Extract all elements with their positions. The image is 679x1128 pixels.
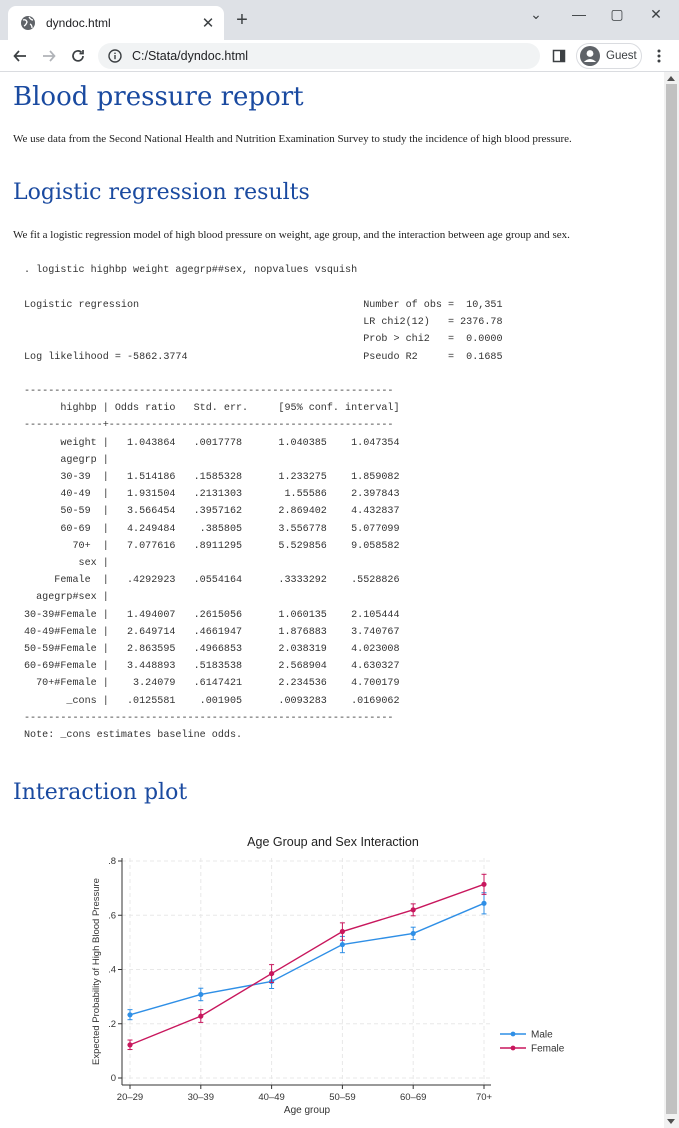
tab-dyndoc[interactable] (8, 6, 224, 40)
x-tick-label: 50–59 (329, 1092, 356, 1103)
legend-label-male: Male (531, 1029, 553, 1041)
minimize-button[interactable]: — (572, 6, 586, 22)
scroll-up-arrow-icon[interactable] (667, 76, 675, 81)
legend-marker-male (511, 1032, 516, 1037)
vertical-scrollbar[interactable] (664, 72, 679, 1128)
data-point-male (340, 942, 345, 947)
section-heading-regression: Logistic regression results (13, 180, 310, 205)
data-point-female (411, 907, 416, 912)
interaction-plot (74, 826, 592, 1126)
x-tick-label: 60–69 (399, 1092, 427, 1103)
back-button[interactable] (9, 45, 31, 67)
y-tick-label: .2 (108, 1018, 116, 1030)
legend-label-female: Female (531, 1043, 565, 1055)
more-vertical-icon (656, 48, 662, 64)
forward-arrow-icon (42, 49, 56, 63)
x-tick-label: 20–29 (116, 1092, 144, 1103)
globe-icon (20, 15, 36, 31)
tab-close-icon[interactable]: ✕ (201, 15, 215, 32)
data-point-male (127, 1012, 132, 1017)
legend-marker-female (511, 1046, 516, 1051)
close-window-button[interactable]: ✕ (650, 6, 662, 22)
reload-button[interactable] (67, 45, 89, 67)
browser-toolbar (0, 40, 679, 72)
section-heading-plot: Interaction plot (13, 780, 188, 805)
data-point-female (340, 929, 345, 934)
reload-icon (71, 49, 85, 63)
y-tick-label: .4 (108, 964, 116, 976)
data-point-female (127, 1042, 132, 1047)
tab-strip (0, 0, 679, 40)
side-panel-button[interactable] (548, 45, 570, 67)
x-tick-label: 30–39 (187, 1092, 215, 1103)
data-point-female (481, 882, 486, 887)
x-tick-label: 70+ (475, 1092, 493, 1103)
data-point-female (269, 971, 274, 976)
data-point-male (481, 901, 486, 906)
x-tick-label: 40–49 (258, 1092, 285, 1103)
tab-search-chevron-icon[interactable]: ⌄ (530, 6, 542, 22)
y-tick-label: 0 (110, 1073, 116, 1084)
x-axis-title: Age group (283, 1105, 331, 1116)
new-tab-button[interactable]: + (236, 9, 248, 31)
data-point-male (411, 931, 416, 936)
url-text: C:/Stata/dyndoc.html (132, 49, 249, 63)
side-panel-icon (552, 49, 566, 63)
data-point-male (198, 992, 203, 997)
profile-button[interactable] (576, 43, 642, 69)
back-arrow-icon (13, 49, 27, 63)
y-axis-title: Expected Probability of High Blood Pressure (91, 878, 102, 1065)
maximize-button[interactable]: ▢ (610, 6, 624, 22)
tab-title: dyndoc.html (46, 16, 111, 30)
profile-label: Guest (606, 50, 637, 62)
data-point-female (198, 1014, 203, 1019)
plot-area (122, 858, 491, 1085)
regression-paragraph: We fit a logistic regression model of high blood pressure on weight, age group, and the interaction between age group and sex. (13, 229, 570, 241)
y-tick-label: .6 (108, 910, 116, 922)
scroll-down-arrow-icon[interactable] (667, 1119, 675, 1124)
stata-command: . logistic highbp weight agegrp##sex, nopvalues vsquish (24, 265, 358, 276)
y-tick-label: .8 (108, 856, 116, 867)
interaction-chart (74, 826, 592, 1126)
regression-output: Logistic regression Number of obs = 10,351 LR chi2(12) = 2376.78 Prob > chi2 = 0.0000 Log likelihood = -5862.3774 Pseudo R2 = 0.1685 ------------------------------------------------------------- highbp | Odds ratio Std. err. [95% conf. interval] -------------+----------------------------------------------- weight | 1.043864 .0017778 1.040385 1.047354 agegrp | 30-39 | 1.514186 .1585328 1.233275 1.859082 40-49 | 1.931504 .2131303 1.55586 2.397843 50-59 | 3.566454 .3957162 2.869402 4.432837 60-69 | 4.249484 .385805 3.556778 5.077099 70+ | 7.077616 .8911295 5.529856 9.058582 sex | Female | .4292923 .0554164 .3333292 .5528826 agegrp#sex | 30-39#Female | 1.494007 .2615056 1.060135 2.105444 40-49#Female | 2.649714 .4661947 1.876883 3.740767 50-59#Female | 2.863595 .4966853 2.038319 4.023008 60-69#Female | 3.448893 .5183538 2.568904 4.630327 70+#Female | 3.24079 .6147421 2.234536 4.700179 _cons | .0125581 .001905 .0093283 .0169062 ------------------------------------------------------------- Note: _cons estimates baseline odds. (24, 300, 503, 742)
document-page (0, 72, 664, 1128)
avatar-icon (580, 46, 600, 66)
address-bar[interactable] (98, 43, 540, 69)
forward-button[interactable] (38, 45, 60, 67)
scrollbar-thumb[interactable] (666, 84, 677, 1114)
page-title: Blood pressure report (13, 82, 304, 112)
chart-title: Age Group and Sex Interaction (247, 835, 419, 849)
intro-paragraph: We use data from the Second National Health and Nutrition Examination Survey to study the incidence of high blood pressure. (13, 133, 572, 145)
file-info-icon (108, 49, 122, 63)
menu-button[interactable] (648, 45, 670, 67)
